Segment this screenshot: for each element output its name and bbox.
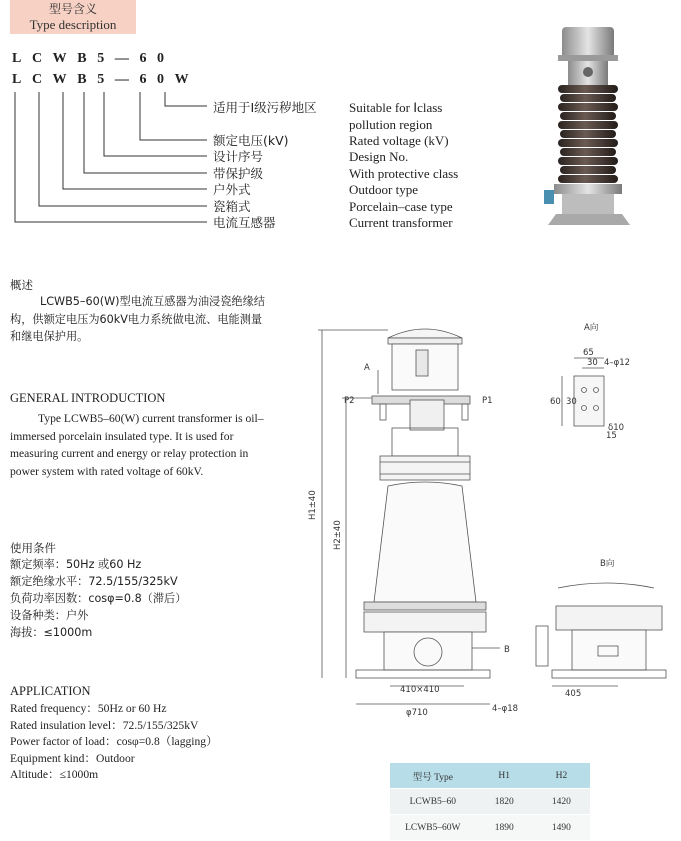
application-line: Rated frequency：50Hz or 60 Hz	[10, 702, 167, 715]
desc-row-pollution-2	[349, 117, 432, 133]
code-char: 5	[97, 72, 115, 87]
technical-drawing	[300, 310, 681, 720]
general-intro-line: immersed porcelain insulated type. It is used for	[10, 429, 234, 443]
desc-row-voltage	[213, 133, 449, 149]
dim-a-15: 15	[606, 431, 617, 441]
application-line: Rated insulation level：72.5/155/325kV	[10, 718, 199, 732]
overview-line: LCWB5–60(W)型电流互感器为油浸瓷绝缘结	[40, 295, 265, 308]
label-b: B	[504, 645, 510, 655]
overview-text	[10, 293, 310, 346]
dim-a-30h: 30	[587, 358, 598, 368]
table-header-h1: H1	[476, 763, 533, 789]
spec-table	[390, 763, 590, 841]
general-intro-heading: GENERAL INTRODUCTION	[10, 391, 166, 405]
desc-row-ct	[213, 215, 453, 231]
general-intro-line: power system with rated voltage of 60kV.	[10, 464, 204, 478]
view-b-title: B向	[600, 559, 615, 569]
view-a-title: A向	[584, 323, 599, 333]
code-char: —	[114, 51, 140, 66]
dim-405: 405	[565, 689, 582, 699]
overview-heading: 概述	[10, 278, 33, 292]
desc-cn: 适用于Ⅰ级污秽地区	[213, 100, 317, 115]
desc-en: Suitable for Ⅰclass	[349, 100, 443, 115]
overview-line: 构，供额定电压为60kV电力系统做电流、电能测量	[10, 312, 263, 326]
conditions-line: 额定频率：50Hz 或60 Hz	[10, 558, 142, 571]
dim-holes: 4–φ18	[492, 704, 519, 714]
desc-en: Current transformer	[349, 215, 453, 230]
desc-row-outdoor	[213, 182, 418, 198]
table-row	[390, 815, 590, 841]
code-char: —	[114, 72, 140, 87]
dim-a-30v: 30	[566, 397, 577, 407]
conditions-heading: 使用条件	[10, 541, 56, 555]
code-char: W	[52, 51, 78, 66]
application-line: Altitude：≤1000m	[10, 768, 99, 781]
table-cell: 1420	[533, 789, 590, 815]
application-line: Equipment kind：Outdoor	[10, 751, 135, 765]
dim-h1: H1±40	[308, 490, 318, 520]
desc-en: Rated voltage (kV)	[349, 133, 449, 148]
desc-en: Outdoor type	[349, 182, 418, 197]
table-header-h2: H2	[533, 763, 590, 789]
desc-en: Design No.	[349, 149, 409, 164]
code-char: B	[77, 51, 98, 66]
desc-row-porcelain	[213, 199, 453, 215]
code-char: B	[77, 72, 98, 87]
conditions-line: 海拔：≤1000m	[10, 626, 93, 639]
table-header-type: 型号 Type	[390, 763, 476, 789]
dim-410: 410×410	[400, 685, 440, 695]
general-intro-line: Type LCWB5–60(W) current transformer is oil–	[38, 412, 264, 425]
code-char: C	[31, 51, 53, 66]
table-cell: 1490	[533, 815, 590, 841]
conditions-line: 负荷功率因数：cosφ=0.8（滞后）	[10, 592, 187, 605]
application-line: Power factor of load：cosφ=0.8（lagging）	[10, 735, 218, 748]
desc-row-protective	[213, 166, 458, 182]
dim-a-holes: 4–φ12	[604, 358, 631, 368]
general-intro-text	[10, 410, 310, 480]
dim-h2: H2±40	[333, 520, 343, 550]
dim-710: φ710	[406, 708, 428, 718]
desc-row-design	[213, 149, 408, 165]
code-char: L	[12, 51, 32, 66]
desc-cn: 额定电压(kV)	[213, 133, 289, 148]
dim-a-60: 60	[550, 397, 561, 407]
desc-en: With protective class	[349, 166, 459, 181]
label-p1: P1	[482, 396, 493, 406]
header-title-cn: 型号含义	[48, 2, 97, 16]
desc-cn: 带保护级	[213, 166, 264, 181]
table-cell: LCWB5–60W	[390, 815, 476, 841]
overview-line: 和继电保护用。	[10, 330, 89, 343]
desc-en: pollution region	[349, 117, 433, 132]
product-photo	[540, 25, 640, 230]
conditions-text	[10, 556, 310, 641]
desc-cn: 户外式	[213, 182, 251, 197]
table-row	[390, 789, 590, 815]
table-header-row	[390, 763, 590, 789]
code-char: C	[31, 72, 53, 87]
label-p2: P2	[344, 396, 355, 406]
code-char: W	[174, 72, 200, 87]
conditions-line: 额定绝缘水平：72.5/155/325kV	[10, 575, 178, 588]
desc-row-pollution	[213, 100, 442, 116]
code-char: L	[12, 72, 32, 87]
code-char: W	[52, 72, 78, 87]
conditions-line: 设备种类：户外	[10, 609, 89, 622]
dim-a-delta: δ10	[608, 423, 625, 433]
table-cell: LCWB5–60	[390, 789, 476, 815]
code-char: 60	[139, 51, 175, 66]
application-text	[10, 701, 310, 784]
desc-en: Porcelain–case type	[349, 199, 453, 214]
general-intro-line: measuring current and energy or relay protection in	[10, 447, 249, 460]
table-cell: 1820	[476, 789, 533, 815]
code-char: 5	[97, 51, 115, 66]
label-a: A	[364, 363, 370, 373]
dim-a-65: 65	[583, 348, 594, 358]
code-char: 60	[139, 72, 175, 87]
desc-cn: 电流互感器	[213, 215, 276, 230]
desc-cn: 瓷箱式	[213, 199, 251, 214]
table-cell: 1890	[476, 815, 533, 841]
desc-cn: 设计序号	[213, 149, 264, 164]
header-title-en: Type description	[29, 17, 117, 32]
application-heading: APPLICATION	[10, 684, 91, 698]
